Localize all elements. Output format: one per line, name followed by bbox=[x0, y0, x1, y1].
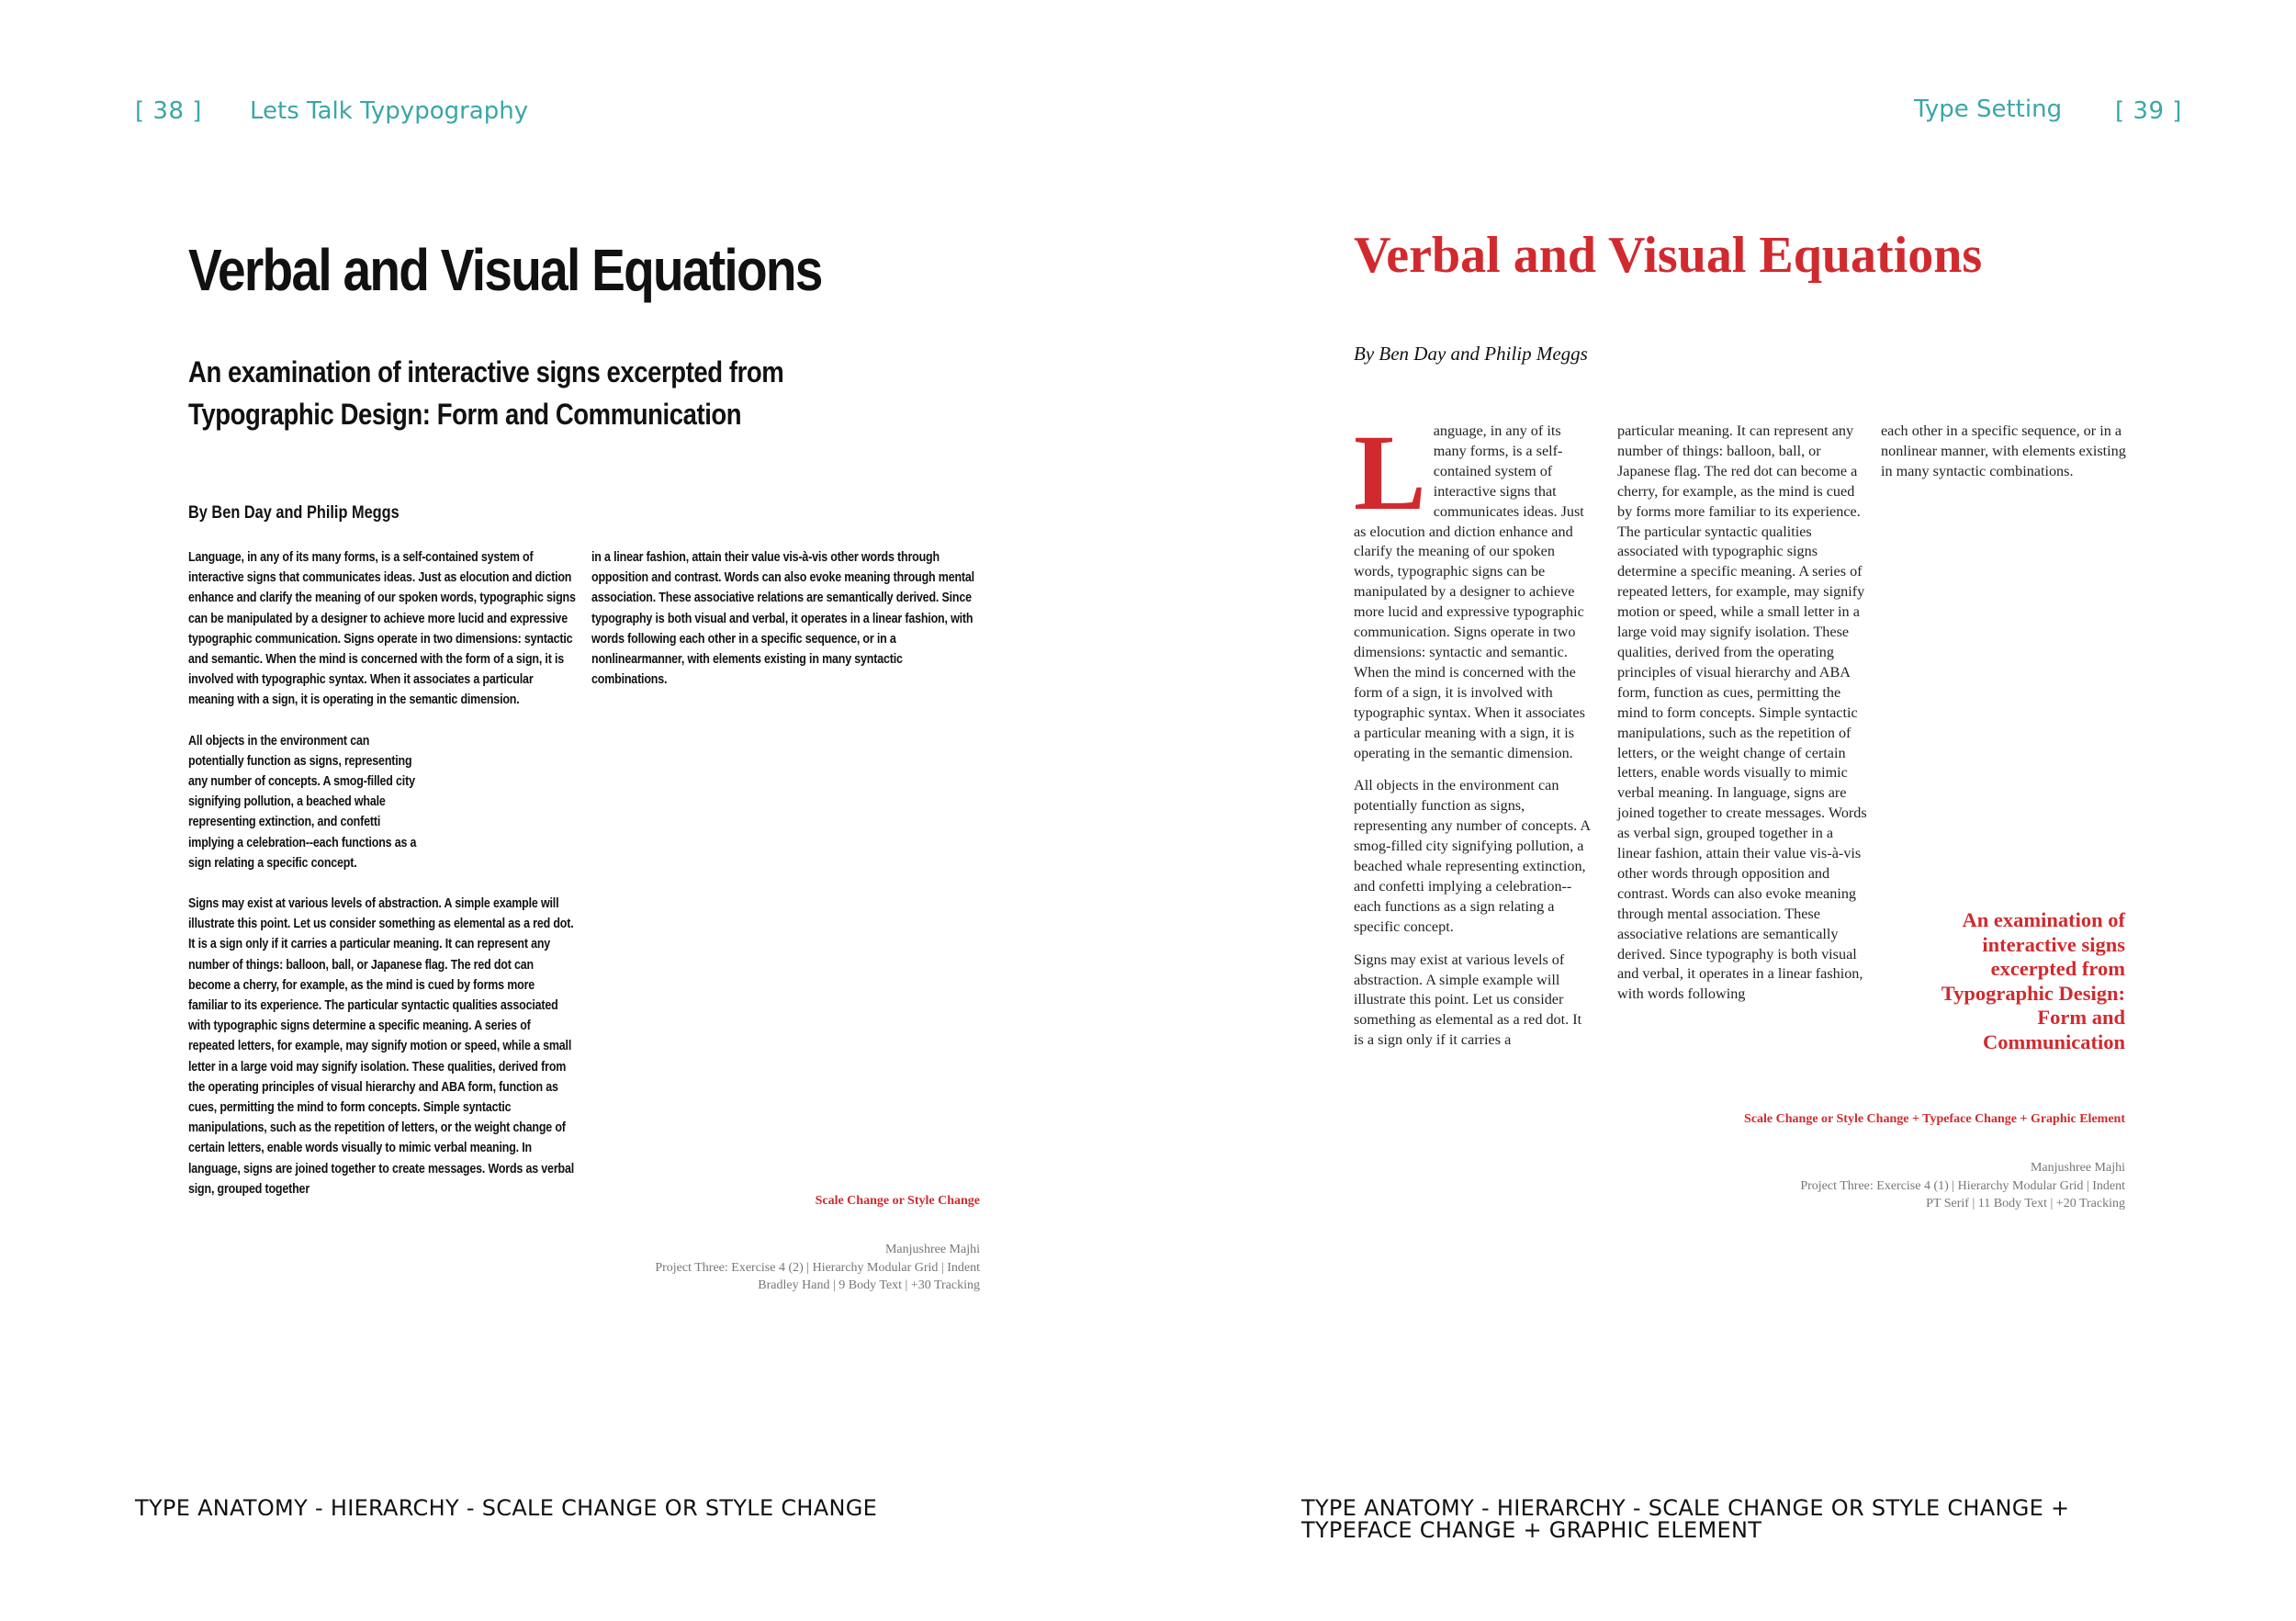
right-section-title: Type Setting bbox=[1914, 96, 2063, 123]
left-body-paragraph: in a linear fashion, attain their value vis-à-vis other words through opposition and contrast. Words can also evoke meaning through mental association. These associative relations are semantically derived. Since typography is both visual and verbal, it operates in a linear fashion, with words following each other in a specific sequence, or in a nonlinearmanner, with elements existing in many syntactic combinations. bbox=[591, 550, 974, 688]
pull-quote: An examination of interactive signs excerpted from Typographic Design: Form and Communication bbox=[1941, 908, 2125, 1053]
right-article-title: Verbal and Visual Equations bbox=[1354, 227, 1983, 284]
left-article-subtitle: An examination of interactive signs excerpted from Typographic Design: Form and Communication bbox=[188, 355, 784, 431]
left-article-title: Verbal and Visual Equations bbox=[188, 237, 822, 303]
right-credit-spec: PT Serif | 11 Body Text | +20 Tracking bbox=[1926, 1197, 2125, 1210]
left-credit-project: Project Three: Exercise 4 (2) | Hierarchy Modular Grid | Indent bbox=[655, 1260, 980, 1275]
right-credit-author: Manjushree Majhi bbox=[2030, 1161, 2125, 1175]
left-byline: By Ben Day and Philip Meggs bbox=[188, 503, 400, 523]
right-body-paragraph: particular meaning. It can represent any number of things: balloon, ball, or Japanese flag. The red dot can become a cherry, for example, as the mind is cued by forms more familiar to its experience. The particular syntactic qualities associated with typographic signs determine a specific meaning. A series of repeated letters, for example, may signify motion or speed, while a small letter in a large void may signify isolation. These qualities, derived from the operating principles of visual hierarchy and ABA form, function as cues, permitting the mind to form concepts. Simple syntactic manipulations, such as the repetition of letters, or the weight change of certain letters, enable words visually to mimic verbal meaning. In language, signs are joined together to create messages. Words as verbal sign, grouped together in a linear fashion, attain their value vis-à-vis other words through opposition and contrast. Words can also evoke meaning through mental association. These associative relations are semantically derived. Since typography is both visual and verbal, it operates in a linear fashion, with words following bbox=[1617, 422, 1867, 1003]
left-credit-author: Manjushree Majhi bbox=[884, 1243, 980, 1256]
right-footer bbox=[1301, 1497, 2069, 1541]
left-body-col2 bbox=[591, 547, 980, 710]
right-body-paragraph: Language, in any of its many forms, is a self-contained system of interactive signs that communicates ideas. Just as elocution and diction enhance and clarify the meaning of our spoken words, typographic signs can be manipulated by a designer to achieve more lucid and expressive typographic communication. Signs operate in two dimensions: syntactic and semantic. When the mind is concerned with the form of a sign, it is involved with typographic syntax. When it associates a particular meaning with a sign, it is operating in the semantic dimension. bbox=[1354, 412, 1585, 761]
left-section-title: Lets Talk Typypography bbox=[250, 97, 529, 125]
right-credits bbox=[1800, 1159, 2125, 1213]
right-folio: [ 39 ] bbox=[2115, 97, 2182, 125]
left-body-paragraph: Signs may exist at various levels of abstraction. A simple example will illustrate this point. Let us consider something as elemental as a red dot. It is a sign only if it carries a particular meaning. It can represent any number of things: balloon, ball, or Japanese flag. The red dot can become a cherry, for example, as the mind is cued by forms more familiar to its experience. The particular syntactic qualities associated with typographic signs determine a specific meaning. A series of repeated letters, for example, may signify motion or speed, while a small letter in a large void may signify isolation. These qualities, derived from the operating principles of visual hierarchy and ABA form, function as cues, permitting the mind to form concepts. Simple syntactic manipulations, such as the repetition of letters, or the weight change of certain letters, enable words visually to mimic verbal meaning. In language, signs are joined together to create messages. Words as verbal sign, grouped together bbox=[188, 896, 575, 1197]
left-caption: Scale Change or Style Change bbox=[815, 1194, 980, 1208]
right-body-col3 bbox=[1881, 422, 2131, 495]
right-footer-line2: TYPEFACE CHANGE + GRAPHIC ELEMENT bbox=[1301, 1517, 1762, 1543]
right-caption: Scale Change or Style Change + Typeface Change + Graphic Element bbox=[1744, 1112, 2125, 1126]
left-credit-spec: Bradley Hand | 9 Body Text | +30 Tracking bbox=[758, 1278, 980, 1292]
left-footer: TYPE ANATOMY - HIERARCHY - SCALE CHANGE OR STYLE CHANGE bbox=[135, 1495, 878, 1521]
right-body-col2 bbox=[1617, 422, 1867, 1018]
drop-cap: L bbox=[1354, 412, 1426, 533]
right-credit-project: Project Three: Exercise 4 (1) | Hierarchy Modular Grid | Indent bbox=[1800, 1178, 2125, 1193]
left-body-col1 bbox=[188, 547, 577, 1220]
left-body-paragraph: Language, in any of its many forms, is a self-contained system of interactive signs that communicates ideas. Just as elocution and diction enhance and clarify the meaning of our spoken words, typographic signs can be manipulated by a designer to achieve more lucid and expressive typographic communication. Signs operate in two dimensions: syntactic and semantic. When the mind is concerned with the form of a sign, it is involved with typographic syntax. When it associates a particular meaning with a sign, it is operating in the semantic dimension. bbox=[188, 550, 576, 708]
right-body-paragraph: each other in a specific sequence, or in a nonlinear manner, with elements existing in many syntactic combinations. bbox=[1881, 422, 2126, 479]
left-body-paragraph: All objects in the environment can potentially function as signs, representing any number of concepts. A smog-filled city signifying pollution, a beached whale representing extinction, and confetti implying a celebration--each functions as a sign relating a specific concept. bbox=[188, 733, 417, 871]
left-credits bbox=[655, 1241, 980, 1295]
right-body-paragraph: All objects in the environment can potentially function as signs, representing any number of concepts. A smog-filled city signifying pollution, a beached whale representing extinction, and confetti implying a celebration--each functions as a sign relating a specific concept. bbox=[1354, 777, 1591, 935]
right-footer-line1: TYPE ANATOMY - HIERARCHY - SCALE CHANGE OR STYLE CHANGE + bbox=[1301, 1495, 2070, 1521]
left-folio: [ 38 ] bbox=[135, 97, 202, 125]
right-body-col1 bbox=[1354, 412, 1594, 1064]
right-body-paragraph: Signs may exist at various levels of abstraction. A simple example will illustrate this point. Let us consider something as elemental as a red dot. It is a sign only if it carries a bbox=[1354, 951, 1582, 1049]
right-byline: By Ben Day and Philip Meggs bbox=[1354, 343, 1588, 365]
